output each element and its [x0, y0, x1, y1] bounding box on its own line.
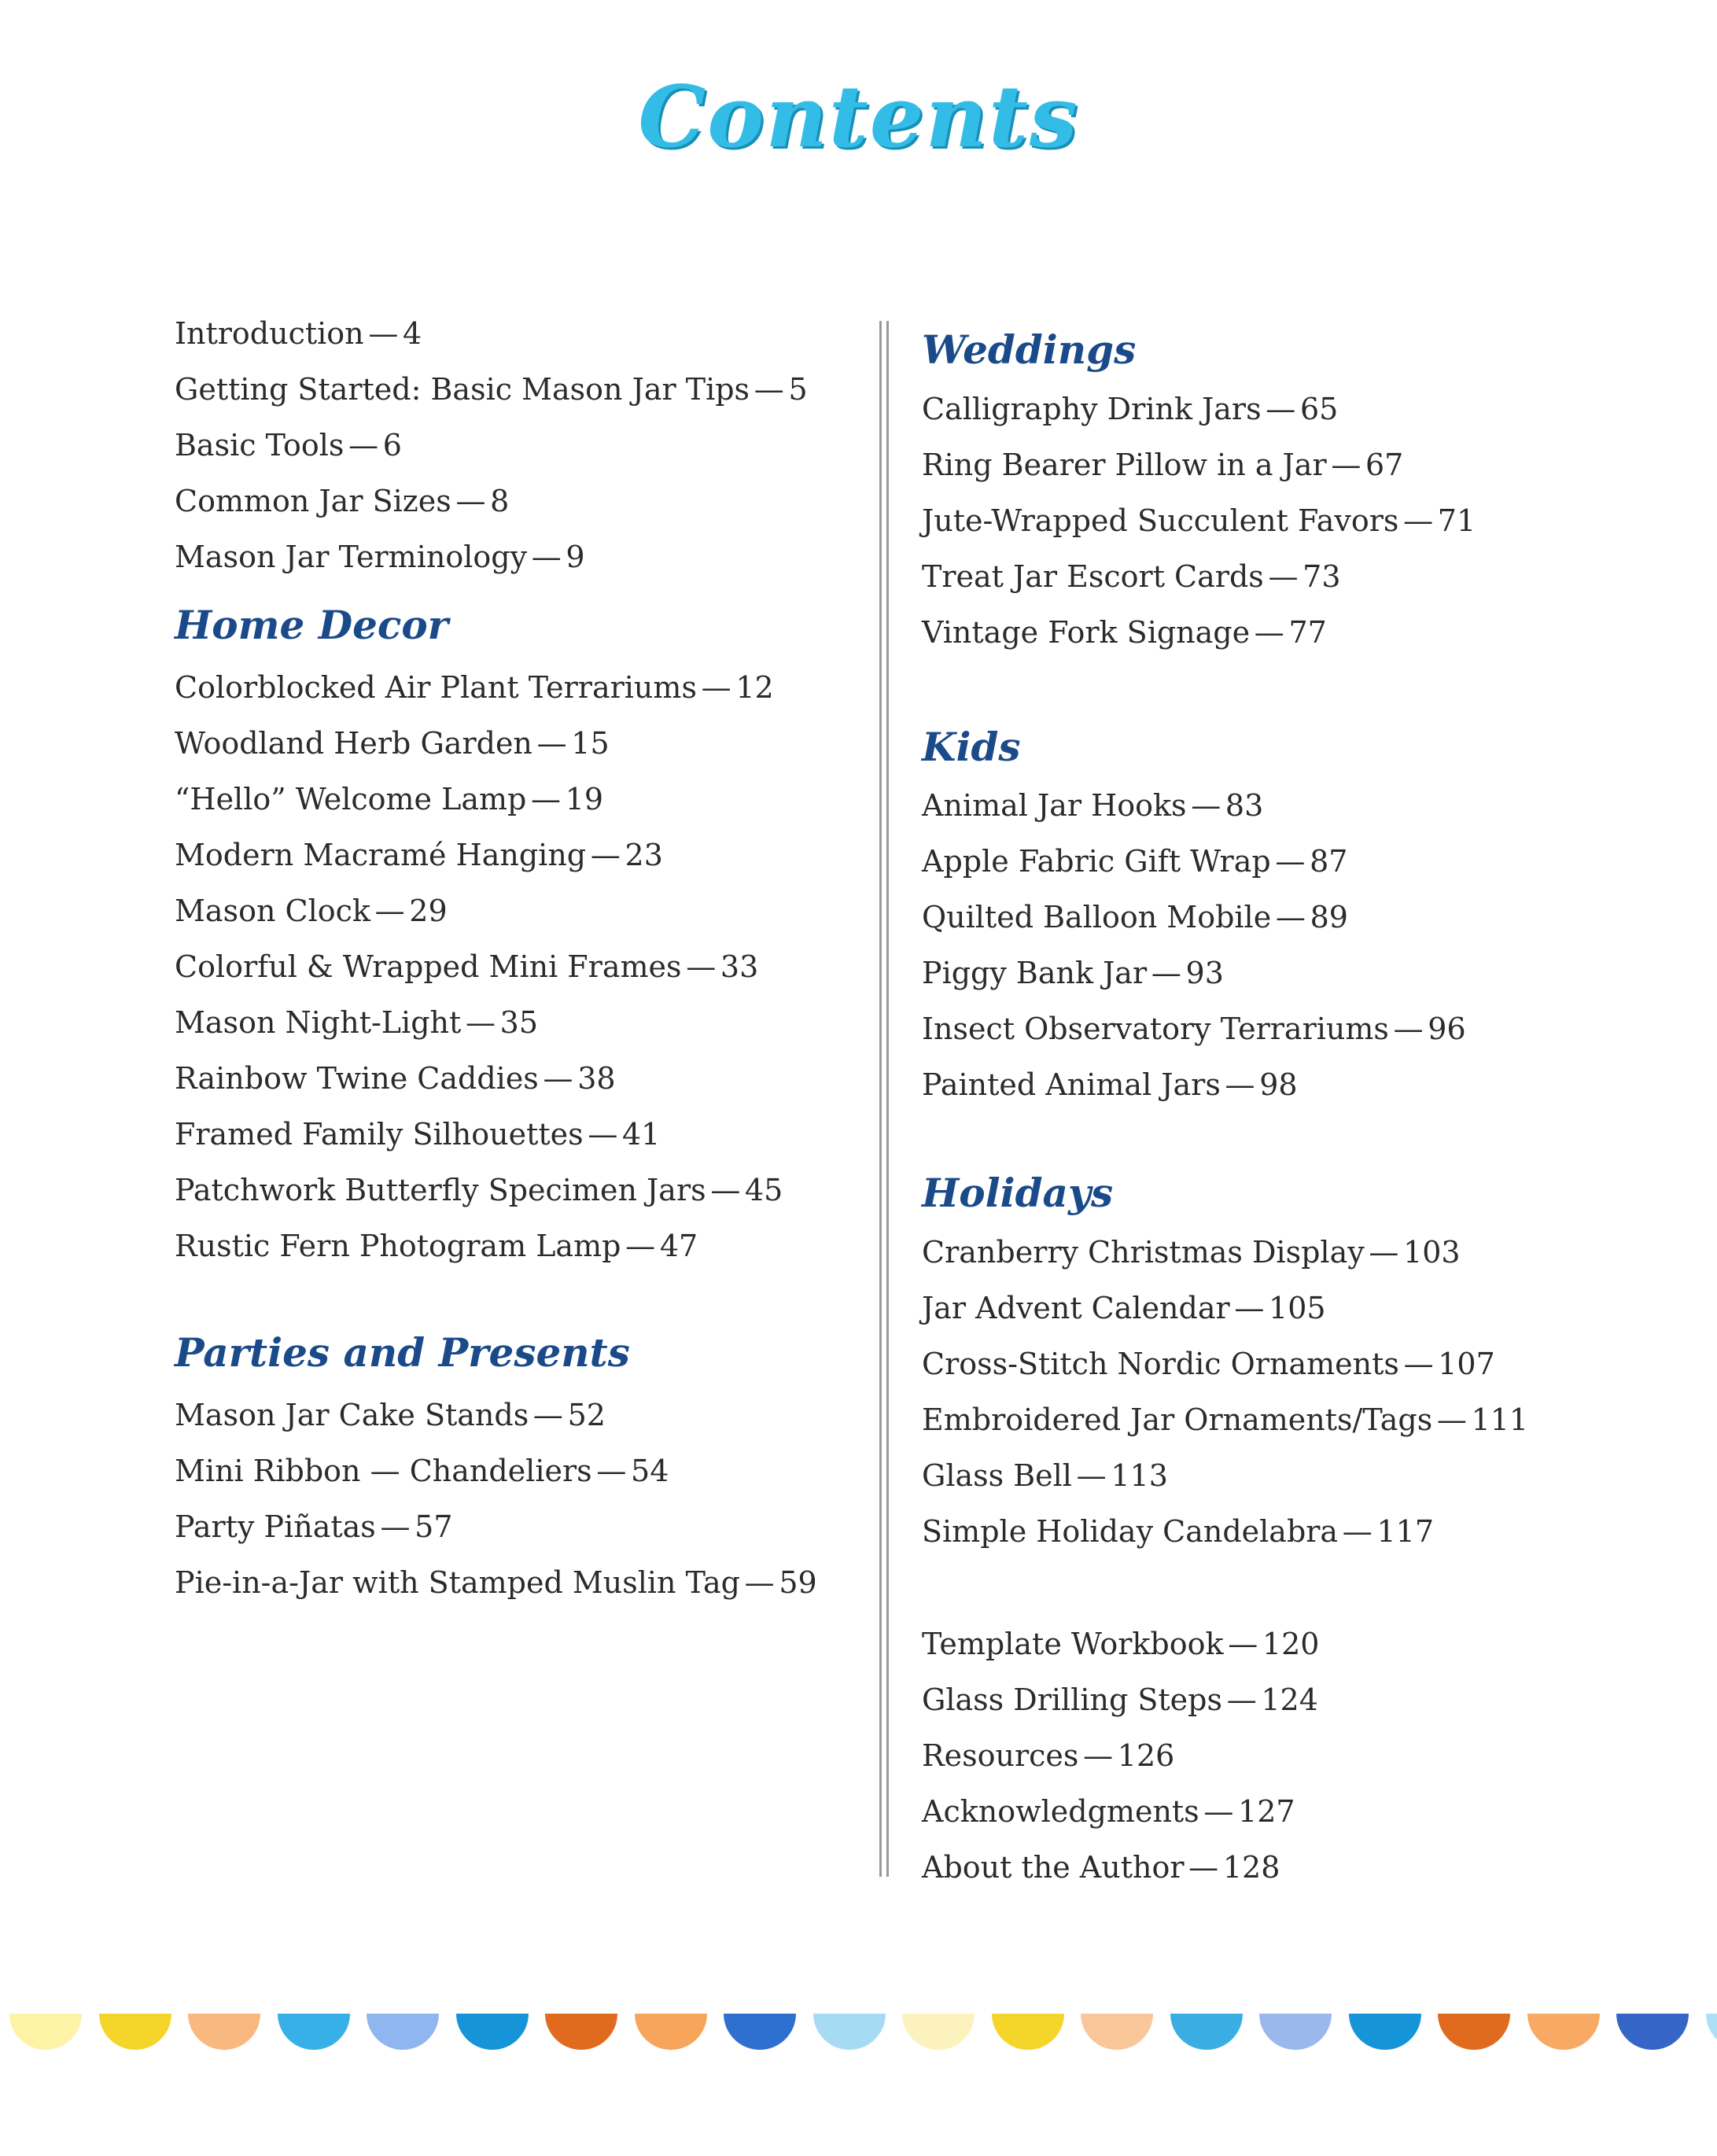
toc-entry [922, 1794, 1295, 1829]
entry-page-number: 38 [577, 1061, 616, 1096]
entry-title: Woodland Herb Garden [175, 726, 532, 761]
entry-page-number: 23 [625, 838, 663, 872]
entry-title: Pie-in-a-Jar with Stamped Muslin Tag [175, 1565, 740, 1600]
entry-separator: — [531, 782, 562, 816]
toc-entry [922, 902, 1348, 932]
entry-title: Framed Family Silhouettes [175, 1117, 584, 1152]
toc-entry [175, 1565, 817, 1600]
entry-page-number: 105 [1269, 1291, 1326, 1325]
entry-separator: — [1275, 844, 1306, 879]
entry-page-number: 128 [1222, 1850, 1280, 1885]
toc-entry [175, 1117, 661, 1152]
toc-entry [922, 1738, 1175, 1773]
entry-page-number: 98 [1259, 1067, 1298, 1102]
scallop-shape [1081, 2014, 1153, 2050]
section-heading: Weddings [922, 326, 1137, 373]
entry-title: Modern Macramé Hanging [175, 838, 587, 872]
section-heading: Holidays [922, 1170, 1114, 1216]
entry-separator: — [701, 670, 731, 705]
entry-page-number: 8 [490, 484, 510, 518]
entry-page-number: 127 [1238, 1794, 1295, 1829]
page-title: Contents [638, 68, 1079, 167]
toc-entry [175, 1456, 669, 1486]
entry-page-number: 67 [1365, 448, 1404, 482]
toc-entry [175, 428, 402, 463]
toc-entry [922, 1850, 1280, 1885]
entry-separator: — [744, 1565, 775, 1600]
toc-entry [175, 316, 422, 351]
entry-separator: — [588, 1117, 618, 1152]
scallop-shape [1349, 2014, 1421, 2050]
toc-entry [175, 1509, 453, 1544]
entry-title: Jar Advent Calendar [922, 1291, 1230, 1325]
entry-page-number: 113 [1111, 1458, 1168, 1493]
scallop-shape [188, 2014, 260, 2050]
entry-title: Template Workbook [922, 1627, 1224, 1661]
entry-separator: — [543, 1061, 573, 1096]
entry-separator: — [1226, 1682, 1257, 1717]
entry-title: Treat Jar Escort Cards [922, 559, 1264, 594]
entry-title: Mini Ribbon — Chandeliers [175, 1454, 592, 1488]
toc-entry [922, 1293, 1326, 1323]
entry-page-number: 4 [403, 316, 422, 351]
scallop-shape [1170, 2014, 1243, 2050]
entry-page-number: 9 [566, 540, 585, 574]
entry-separator: — [1436, 1402, 1467, 1437]
scallop-shape [278, 2014, 350, 2050]
scallop-shape [545, 2014, 617, 2050]
entry-separator: — [1234, 1291, 1265, 1325]
toc-entry [175, 1231, 698, 1261]
entry-page-number: 111 [1471, 1402, 1529, 1437]
toc-entry [922, 1067, 1298, 1102]
entry-separator: — [1225, 1067, 1255, 1102]
entry-page-number: 71 [1437, 503, 1476, 538]
entry-page-number: 120 [1262, 1627, 1320, 1661]
entry-page-number: 77 [1288, 615, 1327, 650]
toc-entry [175, 1005, 538, 1040]
entry-separator: — [531, 540, 562, 574]
section-heading: Kids [922, 724, 1021, 770]
toc-entry [175, 372, 808, 407]
entry-page-number: 6 [382, 428, 402, 463]
entry-page-number: 57 [415, 1509, 453, 1544]
section-heading: Parties and Presents [175, 1329, 630, 1376]
scallop-shape [1527, 2014, 1600, 2050]
entry-separator: — [1151, 956, 1181, 990]
toc-entry [175, 1400, 606, 1430]
entry-title: Quilted Balloon Mobile [922, 900, 1272, 934]
entry-separator: — [1254, 615, 1284, 650]
toc-entry [175, 726, 610, 761]
scallop-shape [9, 2014, 82, 2050]
entry-separator: — [1203, 1794, 1234, 1829]
entry-title: Mason Clock [175, 894, 370, 928]
column-divider [879, 321, 889, 1877]
entry-page-number: 54 [631, 1454, 669, 1488]
entry-title: Basic Tools [175, 428, 345, 463]
entry-title: Patchwork Butterfly Specimen Jars [175, 1173, 706, 1207]
toc-entry [175, 1061, 616, 1096]
toc-entry [175, 486, 509, 516]
scallop-shape [813, 2014, 886, 2050]
entry-separator: — [1369, 1235, 1399, 1270]
entry-title: Rustic Fern Photogram Lamp [175, 1229, 621, 1263]
entry-title: Colorblocked Air Plant Terrariums [175, 670, 697, 705]
scallop-shape [724, 2014, 796, 2050]
entry-page-number: 35 [499, 1005, 538, 1040]
entry-page-number: 5 [788, 372, 808, 407]
entry-title: Party Piñatas [175, 1509, 376, 1544]
toc-entry [175, 784, 603, 814]
entry-separator: — [1266, 392, 1296, 426]
toc-entry [922, 394, 1338, 424]
scalloped-border [0, 2014, 1717, 2061]
entry-separator: — [710, 1173, 741, 1207]
entry-page-number: 73 [1302, 559, 1341, 594]
entry-title: Apple Fabric Gift Wrap [922, 844, 1271, 879]
entry-title: Calligraphy Drink Jars [922, 392, 1262, 426]
toc-entry [175, 840, 663, 870]
entry-separator: — [590, 838, 621, 872]
entry-separator: — [1393, 1012, 1424, 1046]
entry-separator: — [686, 949, 717, 984]
entry-title: Glass Drilling Steps [922, 1682, 1222, 1717]
entry-separator: — [1083, 1738, 1114, 1773]
entry-separator: — [455, 484, 486, 518]
toc-entry [922, 615, 1327, 650]
section-heading: Home Decor [175, 602, 449, 648]
entry-page-number: 87 [1310, 844, 1348, 879]
entry-title: Ring Bearer Pillow in a Jar [922, 448, 1327, 482]
toc-entry [175, 896, 448, 926]
entry-page-number: 96 [1428, 1012, 1466, 1046]
entry-title: Animal Jar Hooks [922, 788, 1187, 823]
toc-entry [922, 844, 1348, 879]
entry-separator: — [368, 316, 399, 351]
entry-title: Acknowledgments [922, 1794, 1199, 1829]
entry-page-number: 12 [735, 670, 774, 705]
entry-page-number: 19 [565, 782, 604, 816]
entry-page-number: 15 [571, 726, 610, 761]
scallop-shape [1438, 2014, 1510, 2050]
entry-separator: — [1403, 1347, 1434, 1381]
scallop-shape [99, 2014, 171, 2050]
toc-entry [175, 949, 759, 984]
entry-separator: — [625, 1229, 656, 1263]
entry-separator: — [1331, 448, 1361, 482]
entry-separator: — [1076, 1458, 1107, 1493]
entry-page-number: 89 [1310, 900, 1348, 934]
toc-entry [922, 1402, 1529, 1437]
entry-title: Resources [922, 1738, 1079, 1773]
entry-title: Mason Jar Terminology [175, 540, 528, 574]
entry-title: Cranberry Christmas Display [922, 1235, 1365, 1270]
entry-separator: — [1191, 788, 1221, 823]
entry-separator: — [536, 726, 567, 761]
toc-entry [175, 1175, 783, 1205]
scallop-shape [1706, 2014, 1717, 2050]
toc-entry [922, 1014, 1466, 1044]
entry-separator: — [532, 1398, 563, 1432]
entry-separator: — [1275, 900, 1306, 934]
toc-entry [922, 958, 1224, 988]
entry-title: About the Author [922, 1850, 1185, 1885]
entry-title: Jute-Wrapped Succulent Favors [922, 503, 1399, 538]
entry-separator: — [1403, 503, 1434, 538]
toc-entry [175, 542, 585, 572]
scallop-shape [1616, 2014, 1689, 2050]
scallop-shape [1259, 2014, 1332, 2050]
toc-entry [922, 788, 1264, 823]
entry-page-number: 33 [720, 949, 759, 984]
entry-separator: — [1268, 559, 1299, 594]
toc-entry [922, 1349, 1495, 1379]
entry-page-number: 52 [567, 1398, 606, 1432]
entry-page-number: 126 [1117, 1738, 1175, 1773]
entry-title: Glass Bell [922, 1458, 1072, 1493]
entry-separator: — [1188, 1850, 1219, 1885]
entry-title: Getting Started: Basic Mason Jar Tips [175, 372, 750, 407]
entry-page-number: 93 [1185, 956, 1224, 990]
entry-page-number: 29 [409, 894, 448, 928]
toc-entry [175, 670, 774, 705]
entry-separator: — [465, 1005, 496, 1040]
entry-separator: — [374, 894, 405, 928]
scallop-shape [902, 2014, 975, 2050]
entry-title: Piggy Bank Jar [922, 956, 1148, 990]
entry-title: Embroidered Jar Ornaments/Tags [922, 1402, 1433, 1437]
entry-page-number: 83 [1225, 788, 1264, 823]
entry-separator: — [380, 1509, 411, 1544]
toc-entry [922, 1514, 1434, 1549]
entry-title: Mason Night-Light [175, 1005, 462, 1040]
entry-title: Insect Observatory Terrariums [922, 1012, 1389, 1046]
scallop-shape [456, 2014, 529, 2050]
scallop-shape [992, 2014, 1064, 2050]
entry-page-number: 117 [1376, 1514, 1434, 1549]
toc-entry [922, 559, 1341, 594]
entry-page-number: 124 [1261, 1682, 1318, 1717]
entry-title: Vintage Fork Signage [922, 615, 1251, 650]
entry-separator: — [596, 1454, 627, 1488]
entry-title: Colorful & Wrapped Mini Frames [175, 949, 682, 984]
entry-title: “Hello” Welcome Lamp [175, 782, 527, 816]
entry-title: Mason Jar Cake Stands [175, 1398, 529, 1432]
entry-title: Cross-Stitch Nordic Ornaments [922, 1347, 1399, 1381]
entry-page-number: 41 [622, 1117, 661, 1152]
entry-page-number: 47 [659, 1229, 698, 1263]
entry-page-number: 65 [1299, 392, 1339, 426]
entry-separator: — [1342, 1514, 1372, 1549]
entry-page-number: 103 [1403, 1235, 1461, 1270]
scallop-shape [367, 2014, 439, 2050]
toc-entry [922, 1458, 1168, 1493]
entry-page-number: 59 [779, 1565, 817, 1600]
entry-title: Introduction [175, 316, 364, 351]
toc-entry [922, 1235, 1461, 1270]
entry-title: Simple Holiday Candelabra [922, 1514, 1339, 1549]
scallop-shape [635, 2014, 707, 2050]
entry-separator: — [753, 372, 784, 407]
toc-entry [922, 1682, 1318, 1717]
entry-separator: — [348, 428, 379, 463]
entry-title: Common Jar Sizes [175, 484, 451, 518]
toc-entry [922, 450, 1403, 480]
entry-page-number: 107 [1438, 1347, 1495, 1381]
toc-entry [922, 1629, 1319, 1659]
toc-entry [922, 503, 1476, 538]
entry-title: Rainbow Twine Caddies [175, 1061, 539, 1096]
entry-separator: — [1228, 1627, 1258, 1661]
entry-title: Painted Animal Jars [922, 1067, 1221, 1102]
entry-page-number: 45 [745, 1173, 783, 1207]
